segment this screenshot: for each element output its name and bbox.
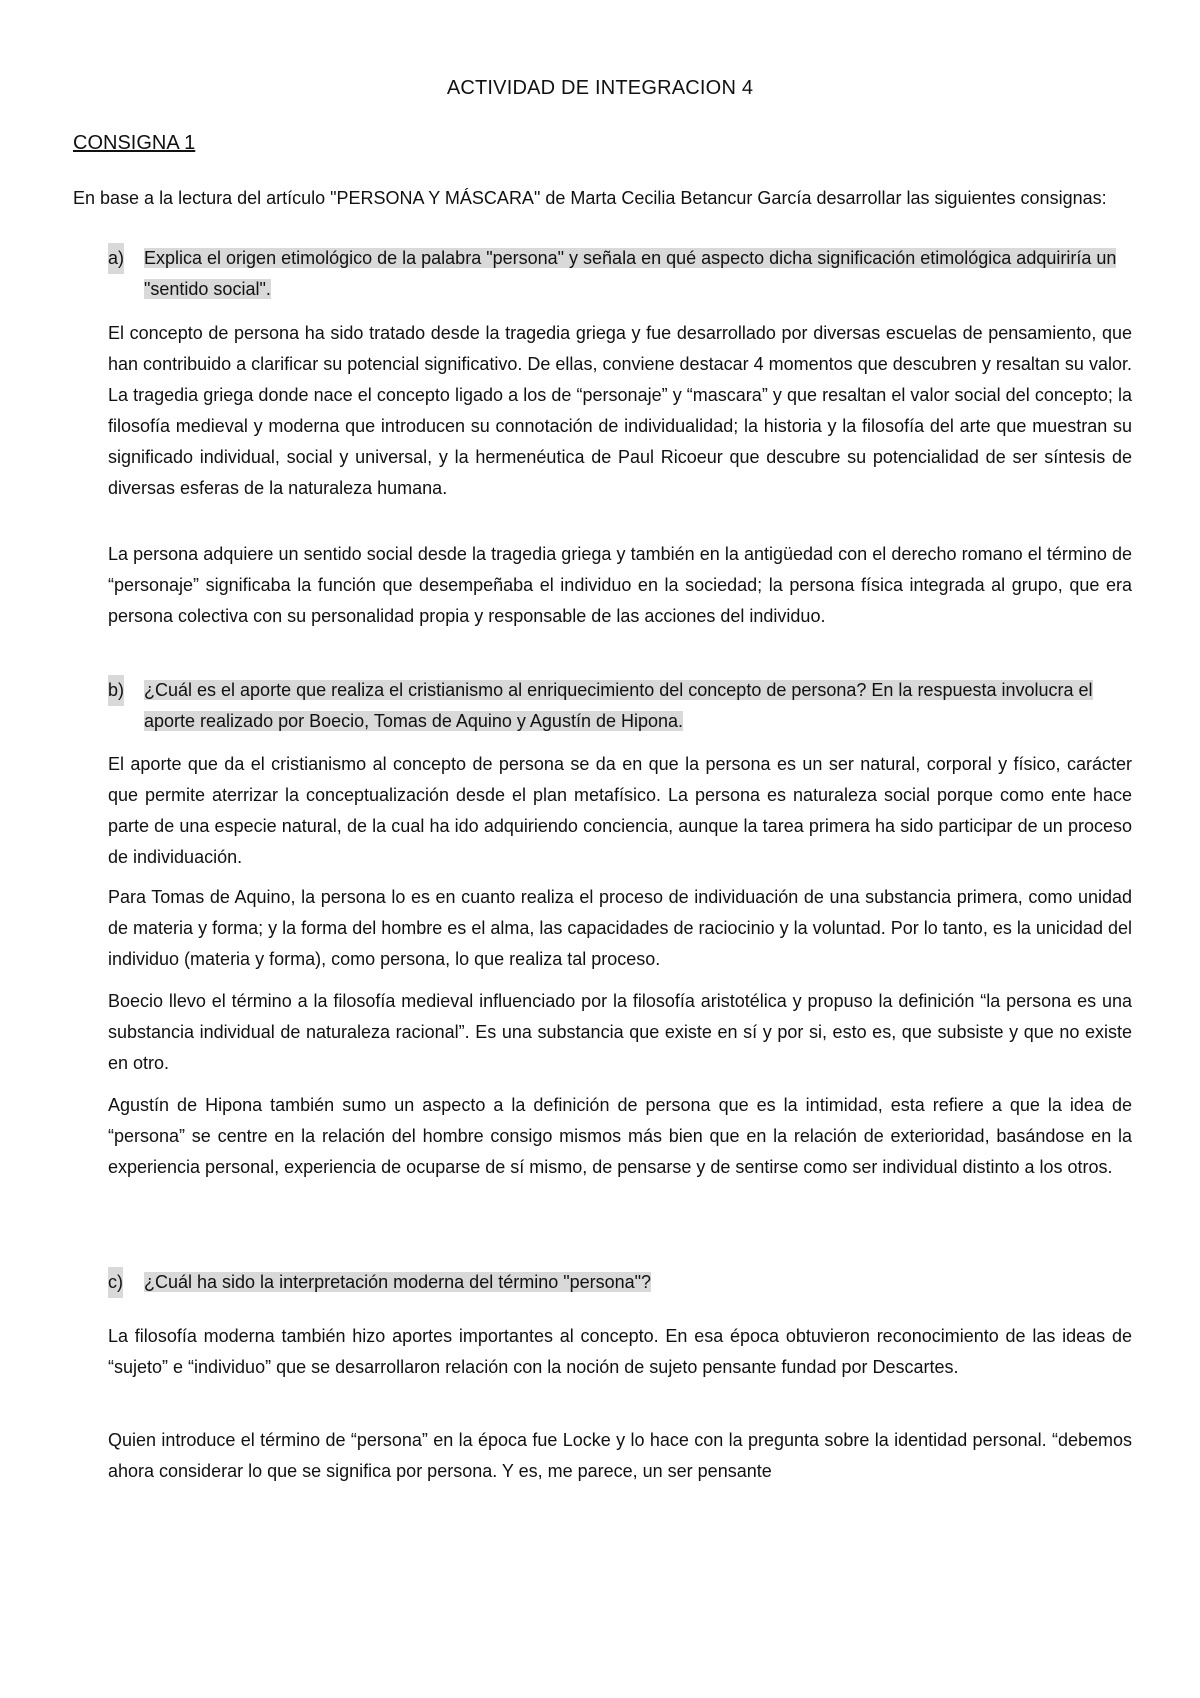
paragraph-3: El aporte que da el cristianismo al concepto de persona se da en que la persona es un ser natural, corporal y físico, carácter que permite aterrizar la conceptualización desde el plan metafísico. La persona es naturaleza social porque como ente hace parte de una especie natural, de la cual ha ido adquiriendo conciencia, aunque la tarea primera ha sido participar de un proceso de individuación.	[108, 754, 1132, 867]
intro-paragraph: En base a la lectura del artículo "PERSONA Y MÁSCARA" de Marta Cecilia Betancur García desarrollar las siguientes consignas:	[73, 188, 1107, 208]
paragraph-7: La filosofía moderna también hizo aportes importantes al concepto. En esa época obtuvieron reconocimiento de las ideas de “sujeto” e “individuo” que se desarrollaron relación con la noción de sujeto pensante fundad por Descartes.	[108, 1326, 1132, 1377]
question-c-letter: c)	[108, 1267, 123, 1298]
paragraph-6: Agustín de Hipona también sumo un aspecto a la definición de persona que es la intimidad, esta refiere a que la idea de “persona” se centre en la relación del hombre consigo mismos más bien que en la relación de exterioridad, basándose en la experiencia personal, experiencia de ocuparse de sí mismo, de pensarse y de sentirse como ser individual distinto a los otros.	[108, 1095, 1132, 1177]
section-heading: CONSIGNA 1	[73, 132, 196, 154]
paragraph-5: Boecio llevo el término a la filosofía medieval influenciado por la filosofía aristotélica y propuso la definición “la persona es una substancia individual de naturaleza racional”. Es una substancia que existe en sí y por si, esto es, que subsiste y que no existe en otro.	[108, 991, 1132, 1073]
question-b-text: ¿Cuál es el aporte que realiza el cristianismo al enriquecimiento del concepto de persona? En la respuesta involucra el aporte realizado por Boecio, Tomas de Aquino y Agustín de Hipona.	[144, 680, 1093, 731]
question-a-text: Explica el origen etimológico de la palabra "persona" y señala en qué aspecto dicha significación etimológica adquiriría un "sentido social".	[144, 248, 1117, 299]
question-b-letter: b)	[108, 675, 124, 706]
question-c-text: ¿Cuál ha sido la interpretación moderna del término "persona"?	[144, 1272, 652, 1292]
question-a-letter: a)	[108, 243, 124, 274]
question-c	[108, 1267, 1138, 1298]
paragraph-8: Quien introduce el término de “persona” en la época fue Locke y lo hace con la pregunta sobre la identidad personal. “debemos ahora considerar lo que se significa por persona. Y es, me parece, un ser pensante	[108, 1430, 1132, 1481]
paragraph-2: La persona adquiere un sentido social desde la tragedia griega y también en la antigüedad con el derecho romano el término de “personaje” significaba la función que desempeñaba el individuo en la sociedad; la persona física integrada al grupo, que era persona colectiva con su personalidad propia y responsable de las acciones del individuo.	[108, 544, 1132, 626]
question-b	[108, 675, 1138, 737]
document-title: ACTIVIDAD DE INTEGRACION 4	[446, 77, 754, 99]
paragraph-1: El concepto de persona ha sido tratado desde la tragedia griega y fue desarrollado por diversas escuelas de pensamiento, que han contribuido a clarificar su potencial significativo. De ellas, conviene destacar 4 momentos que descubren y resaltan su valor. La tragedia griega donde nace el concepto ligado a los de “personaje” y “mascara” y que resaltan el valor social del concepto; la filosofía medieval y moderna que introducen su connotación de individualidad; la historia y la filosofía del arte que muestran su significado individual, social y universal, y la hermenéutica de Paul Ricoeur que descubre su potencialidad de ser síntesis de diversas esferas de la naturaleza humana.	[108, 323, 1132, 498]
question-a	[108, 243, 1138, 305]
paragraph-4: Para Tomas de Aquino, la persona lo es en cuanto realiza el proceso de individuación de una substancia primera, como unidad de materia y forma; y la forma del hombre es el alma, las capacidades de raciocinio y la voluntad. Por lo tanto, es la unicidad del individuo (materia y forma), como persona, lo que realiza tal proceso.	[108, 887, 1132, 969]
